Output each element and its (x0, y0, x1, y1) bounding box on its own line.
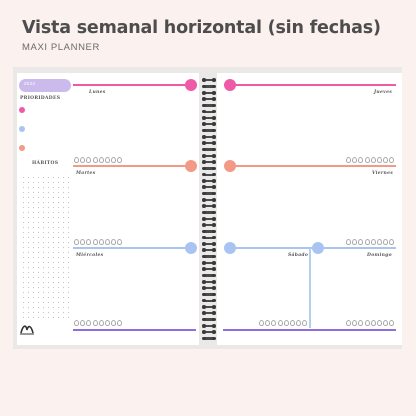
spiral-ring (203, 161, 215, 163)
water-drop-icon[interactable] (271, 320, 276, 326)
footer-line-right (223, 329, 396, 331)
spiral-ring (203, 199, 215, 201)
day-marker-lunes (185, 79, 197, 91)
spiral-ring (203, 192, 215, 194)
day-label-martes: Martes (76, 171, 96, 176)
spiral-ring (203, 205, 215, 207)
day-divider-lunes (73, 84, 190, 86)
day-marker-martes (185, 160, 197, 172)
spiral-ring (203, 325, 215, 327)
water-drop-icon[interactable] (365, 320, 370, 326)
water-drop-icon[interactable] (86, 157, 91, 163)
spiral-ring (203, 237, 215, 239)
water-drop-icon[interactable] (74, 320, 79, 326)
spiral-ring (203, 104, 215, 106)
water-drop-icon[interactable] (377, 157, 382, 163)
day-divider-miercoles (73, 247, 190, 249)
spiral-ring (203, 230, 215, 232)
water-drop-icon[interactable] (383, 157, 388, 163)
water-drop-icon[interactable] (389, 157, 394, 163)
sabado-domingo-separator (309, 248, 311, 328)
water-drop-icon[interactable] (80, 320, 85, 326)
spiral-ring (203, 255, 215, 257)
footer-line-left (73, 329, 196, 331)
day-label-lunes: Lunes (89, 90, 106, 95)
water-drop-icon[interactable] (74, 157, 79, 163)
water-tracker-viernes[interactable] (346, 239, 394, 245)
water-drop-icon[interactable] (346, 239, 351, 245)
day-label-jueves: Jueves (374, 90, 393, 95)
water-tracker-domingo[interactable] (346, 320, 394, 326)
water-drop-icon[interactable] (365, 239, 370, 245)
spiral-ring (203, 79, 215, 81)
day-divider-martes (73, 165, 190, 167)
year-tab-label: 2024 (24, 81, 36, 86)
water-drop-icon[interactable] (278, 320, 283, 326)
spiral-ring (203, 306, 215, 308)
spiral-ring (203, 281, 215, 283)
water-drop-icon[interactable] (371, 239, 376, 245)
spiral-ring (203, 337, 215, 339)
spiral-ring (203, 92, 215, 94)
day-label-domingo: Domingo (367, 253, 392, 258)
water-drop-icon[interactable] (105, 239, 110, 245)
spiral-ring (203, 123, 215, 125)
spiral-ring (203, 117, 215, 119)
spiral-ring (203, 98, 215, 100)
water-drop-icon[interactable] (80, 157, 85, 163)
water-drop-icon[interactable] (265, 320, 270, 326)
water-drop-icon[interactable] (86, 239, 91, 245)
water-drop-icon[interactable] (284, 320, 289, 326)
spiral-ring (203, 111, 215, 113)
water-drop-icon[interactable] (86, 320, 91, 326)
water-drop-icon[interactable] (377, 320, 382, 326)
priority-bullet (19, 126, 25, 132)
water-drop-icon[interactable] (93, 320, 98, 326)
spiral-ring (203, 249, 215, 251)
priority-bullet (19, 145, 25, 151)
water-drop-icon[interactable] (99, 239, 104, 245)
water-drop-icon[interactable] (346, 320, 351, 326)
water-drop-icon[interactable] (93, 157, 98, 163)
water-drop-icon[interactable] (105, 320, 110, 326)
water-drop-icon[interactable] (358, 157, 363, 163)
spiral-ring (203, 186, 215, 188)
water-drop-icon[interactable] (111, 239, 116, 245)
water-drop-icon[interactable] (358, 320, 363, 326)
spiral-ring (203, 136, 215, 138)
spiral-ring (203, 148, 215, 150)
water-tracker-martes[interactable] (74, 239, 122, 245)
water-tracker-miercoles[interactable] (74, 320, 122, 326)
water-drop-icon[interactable] (358, 239, 363, 245)
water-tracker-jueves[interactable] (346, 157, 394, 163)
water-tracker-sabado[interactable] (259, 320, 307, 326)
water-drop-icon[interactable] (389, 320, 394, 326)
water-drop-icon[interactable] (117, 320, 122, 326)
day-marker-miercoles (185, 242, 197, 254)
water-drop-icon[interactable] (371, 157, 376, 163)
brand-logo (19, 322, 35, 336)
spiral-ring (203, 180, 215, 182)
spiral-ring (203, 167, 215, 169)
spiral-ring (203, 142, 215, 144)
day-label-miercoles: Miércoles (76, 253, 104, 258)
water-drop-icon[interactable] (371, 320, 376, 326)
spiral-binding (203, 79, 217, 341)
habit-tracker-heading: HÁBITOS (32, 161, 59, 166)
spiral-ring (203, 224, 215, 226)
day-divider-viernes (230, 165, 396, 167)
water-drop-icon[interactable] (93, 239, 98, 245)
spiral-ring (203, 85, 215, 87)
water-drop-icon[interactable] (111, 320, 116, 326)
spiral-ring (203, 293, 215, 295)
water-tracker-lunes[interactable] (74, 157, 122, 163)
priority-bullet (19, 107, 25, 113)
page-title: Vista semanal horizontal (sin fechas) (22, 18, 381, 38)
spiral-ring (203, 312, 215, 314)
water-drop-icon[interactable] (365, 157, 370, 163)
spiral-ring (203, 218, 215, 220)
priorities-heading: PRIORIDADES (20, 96, 61, 101)
water-drop-icon[interactable] (80, 239, 85, 245)
spiral-ring (203, 274, 215, 276)
spiral-ring (203, 243, 215, 245)
water-drop-icon[interactable] (296, 320, 301, 326)
spiral-ring (203, 174, 215, 176)
water-drop-icon[interactable] (99, 157, 104, 163)
water-drop-icon[interactable] (302, 320, 307, 326)
spiral-ring (203, 155, 215, 157)
spiral-ring (203, 331, 215, 333)
water-drop-icon[interactable] (352, 320, 357, 326)
day-label-sabado: Sábado (288, 253, 309, 258)
spiral-ring (203, 268, 215, 270)
water-drop-icon[interactable] (352, 157, 357, 163)
water-drop-icon[interactable] (290, 320, 295, 326)
water-drop-icon[interactable] (117, 239, 122, 245)
water-drop-icon[interactable] (111, 157, 116, 163)
spiral-ring (203, 318, 215, 320)
water-drop-icon[interactable] (352, 239, 357, 245)
habit-dot-grid (21, 175, 71, 320)
spiral-ring (203, 287, 215, 289)
day-marker-domingo (312, 242, 324, 254)
day-label-viernes: Viernes (372, 171, 394, 176)
water-drop-icon[interactable] (389, 239, 394, 245)
spiral-ring (203, 300, 215, 302)
water-drop-icon[interactable] (377, 239, 382, 245)
spiral-ring (203, 211, 215, 213)
water-drop-icon[interactable] (259, 320, 264, 326)
water-drop-icon[interactable] (346, 157, 351, 163)
spiral-ring (203, 129, 215, 131)
water-drop-icon[interactable] (105, 157, 110, 163)
water-drop-icon[interactable] (74, 239, 79, 245)
water-drop-icon[interactable] (383, 239, 388, 245)
water-drop-icon[interactable] (117, 157, 122, 163)
day-divider-jueves (230, 84, 396, 86)
water-drop-icon[interactable] (383, 320, 388, 326)
water-drop-icon[interactable] (99, 320, 104, 326)
spiral-ring (203, 262, 215, 264)
page-subtitle: MAXI PLANNER (22, 42, 100, 53)
